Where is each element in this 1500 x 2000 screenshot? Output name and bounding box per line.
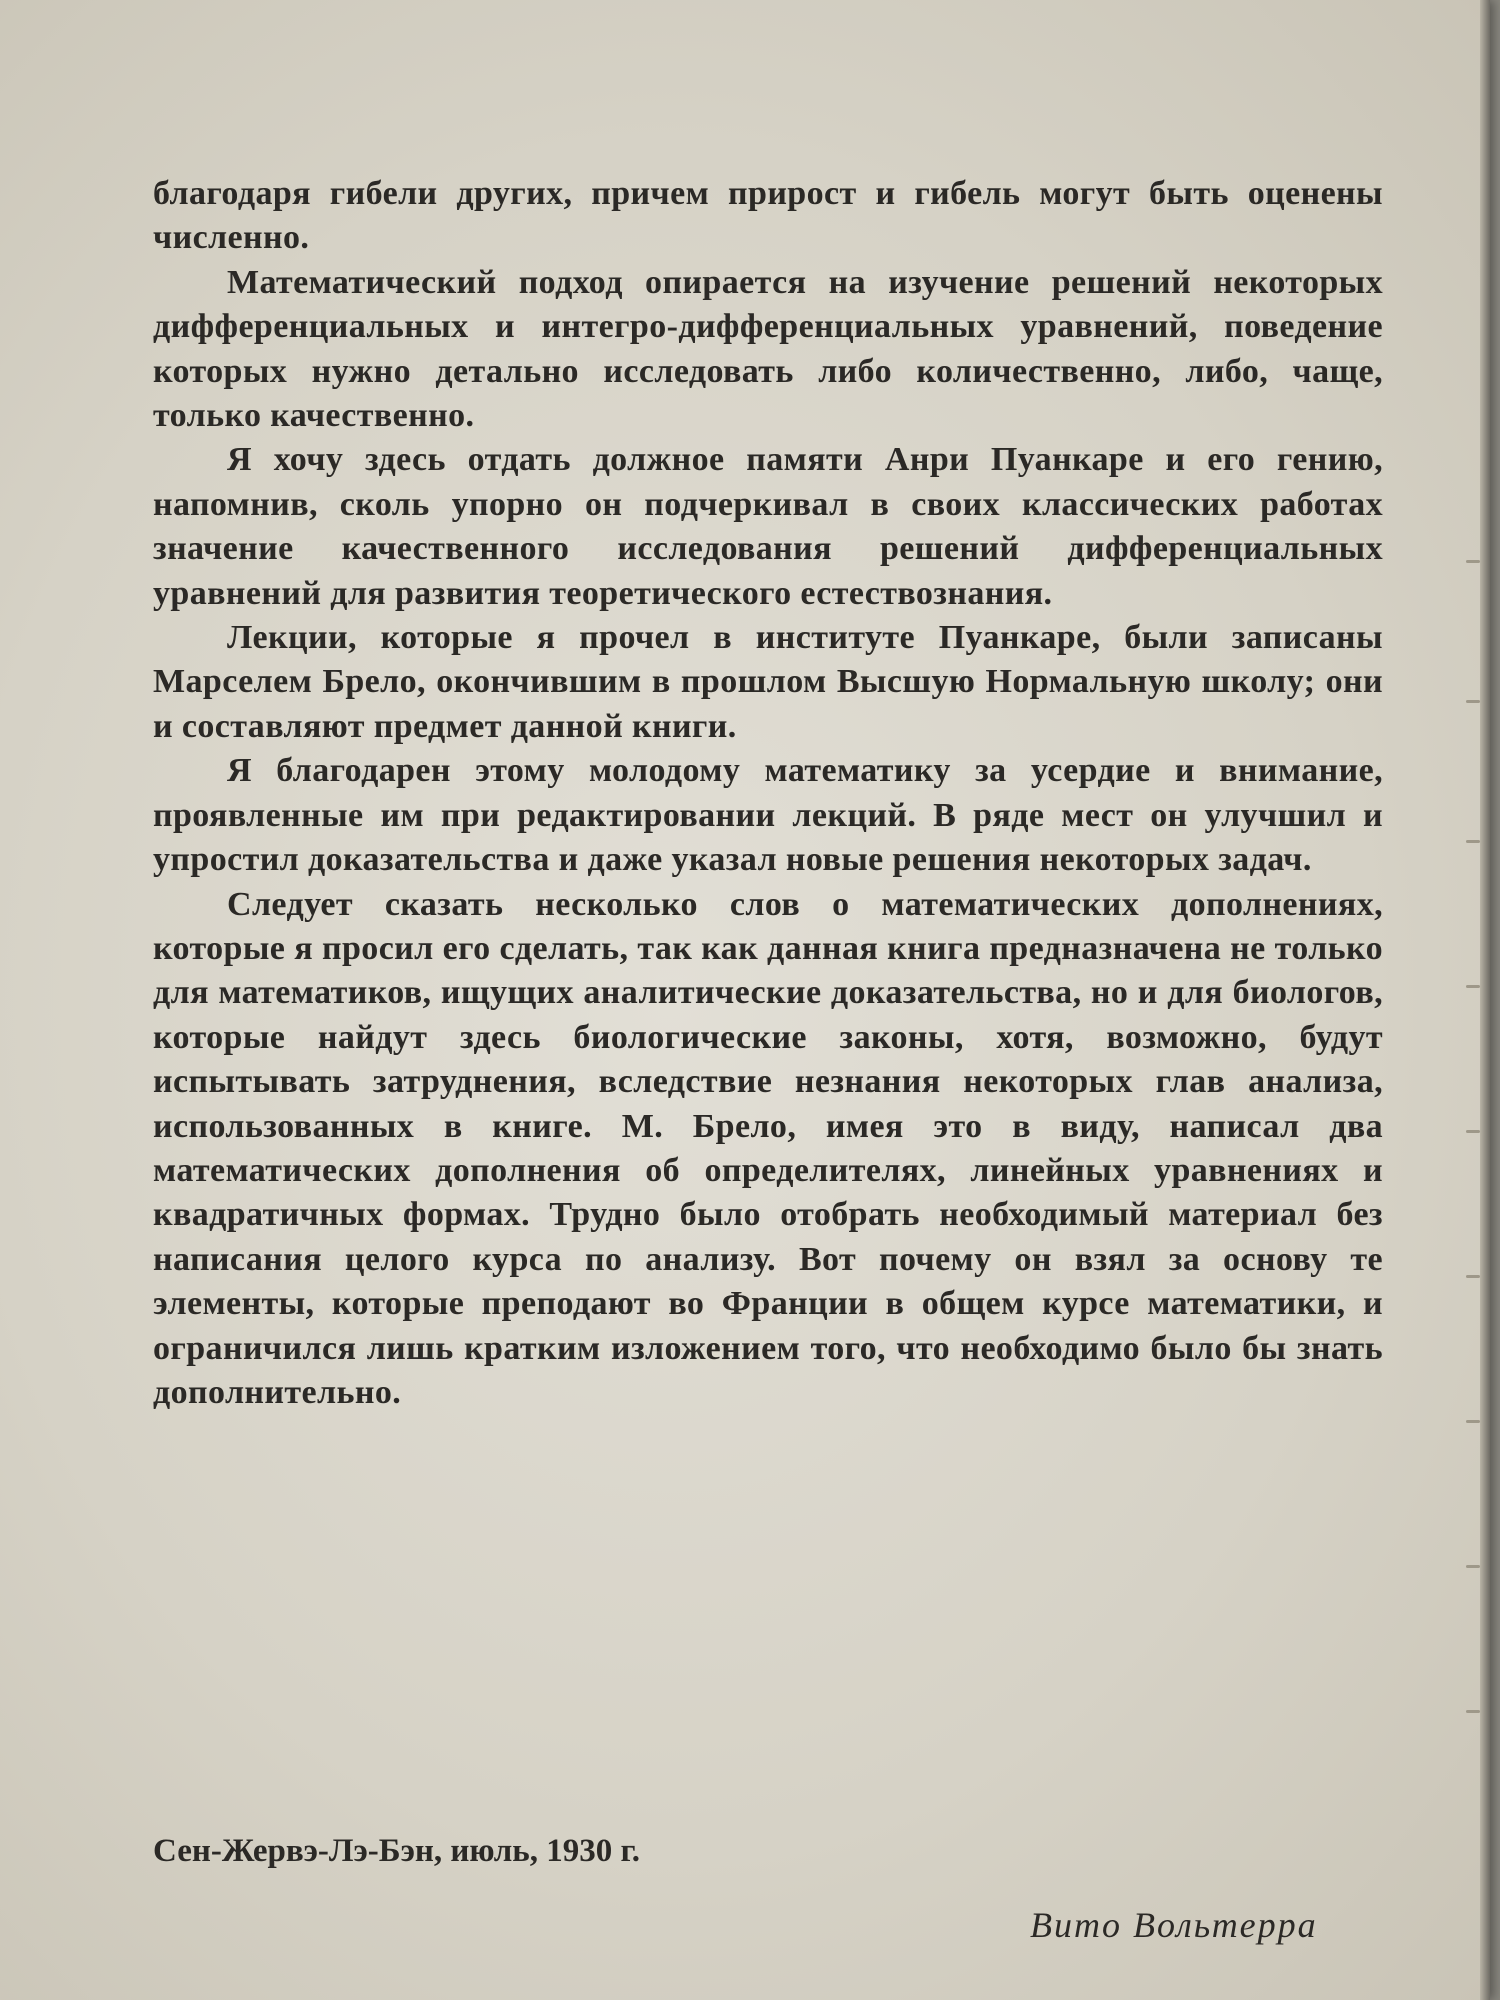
- binding-stitch: [1466, 560, 1480, 563]
- author-signature: Вито Вольтерра: [1030, 1905, 1318, 1945]
- binding-stitch: [1466, 840, 1480, 843]
- paragraph: благодаря гибели других, причем прирост и гибель могут быть оценены численно.: [153, 175, 1383, 257]
- body-text: [153, 172, 1383, 1415]
- place-and-date: Сен-Жервэ-Лэ-Бэн, июль, 1930 г.: [153, 1833, 640, 1869]
- binding-stitch: [1466, 1565, 1480, 1568]
- binding-stitch: [1466, 1275, 1480, 1278]
- paragraph: Следует сказать несколько слов о математических дополнениях, которые я просил его сделать, так как данная книга предназначена не только для математиков, ищущих аналитические доказательства, но и для биологов, которые найдут здесь биологические законы, хотя, возможно, будут испытывать затруднения, вследствие незнания некоторых глав анализа, использованных в книге. М. Брело, имея это в виду, написал два математических дополнения об определителях, линейных уравнениях и квадратичных формах. Трудно было отобрать необходимый материал без написания целого курса по анализу. Вот почему он взял за основу те элементы, которые преподают во Франции в общем курсе математики, и ограничился лишь кратким изложением того, что необходимо было бы знать дополнительно.: [153, 885, 1383, 1411]
- paragraph: Я хочу здесь отдать должное памяти Анри Пуанкаре и его гению, напомнив, сколь упорно он подчеркивал в своих классических работах значение качественного исследования решений дифференциальных уравнений для развития теоретического естествознания.: [153, 441, 1383, 612]
- binding-stitch: [1466, 700, 1480, 703]
- binding-stitch: [1466, 985, 1480, 988]
- paragraph: Математический подход опирается на изучение решений некоторых дифференциальных и интегро-дифференциальных уравнений, поведение которых нужно детально исследовать либо количественно, либо, чаще, только качественно.: [153, 263, 1383, 435]
- paragraph: Лекции, которые я прочел в институте Пуанкаре, были записаны Марселем Брело, окончившим в прошлом Высшую Нормальную школу; они и составляют предмет данной книги.: [153, 619, 1383, 745]
- binding-stitch: [1466, 1420, 1480, 1423]
- binding-stitch: [1466, 1130, 1480, 1133]
- paragraph: Я благодарен этому молодому математику за усердие и внимание, проявленные им при редактировании лекций. В ряде мест он улучшил и упростил доказательства и даже указал новые решения некоторых задач.: [153, 752, 1383, 879]
- binding-edge: [1480, 0, 1490, 2000]
- binding-stitch: [1466, 1710, 1480, 1713]
